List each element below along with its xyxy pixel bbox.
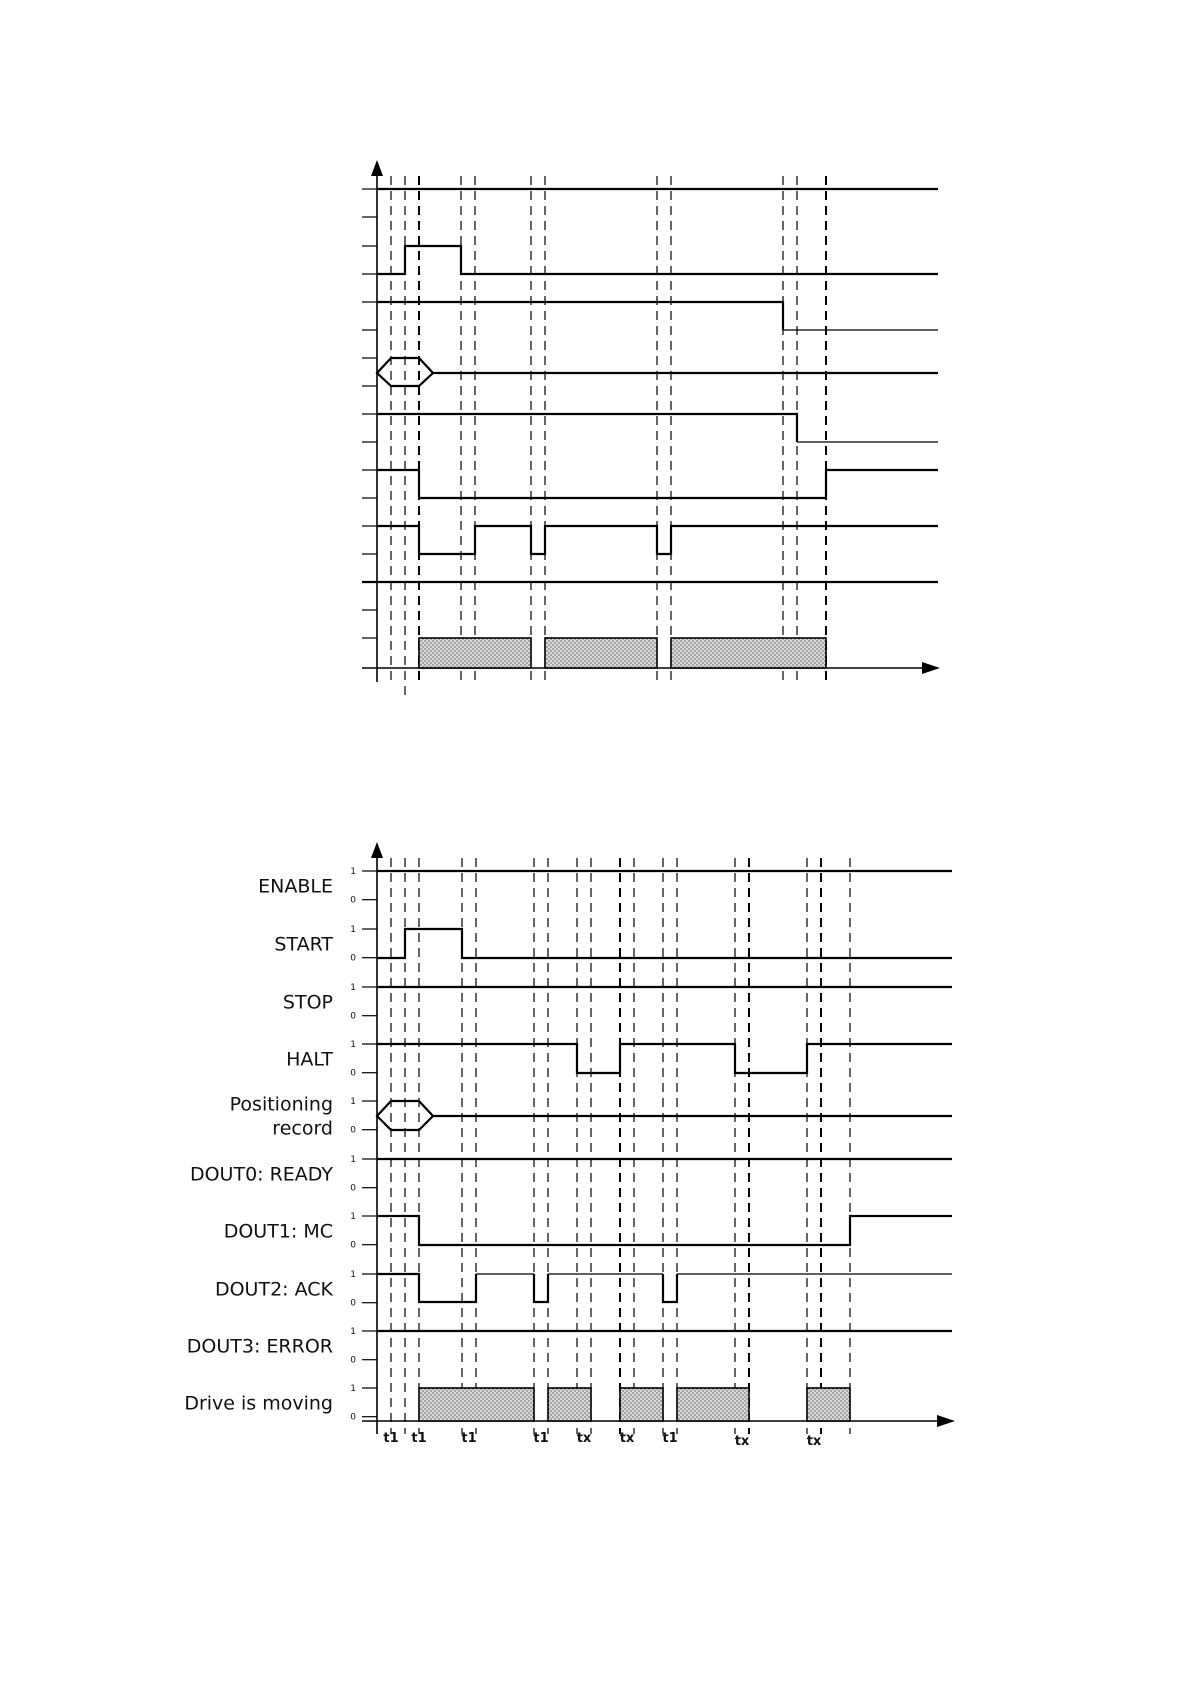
timing-diagram-1 — [362, 160, 940, 695]
time-label-t1: t1 — [411, 1431, 427, 1446]
diagram-1-y-axis-arrow — [371, 160, 383, 176]
level-low-dout1-mc: 0 — [350, 1240, 356, 1251]
signal-label-positioning-record: Positioning record — [229, 1093, 333, 1140]
time-label-t1: t1 — [461, 1431, 477, 1446]
time-label-tx: tx — [734, 1434, 750, 1449]
signal-label-halt: HALT — [286, 1048, 333, 1071]
signal-label-dout0-ready: DOUT0: READY — [189, 1163, 333, 1186]
time-label-tx: tx — [576, 1431, 592, 1446]
time-label-t1: t1 — [383, 1431, 399, 1446]
signal-label-dout1-mc: DOUT1: MC — [223, 1220, 333, 1243]
drive-is-moving-wave — [419, 1388, 850, 1421]
diagram-1-waveforms — [362, 189, 938, 668]
diagram-1-time-guides — [391, 176, 826, 695]
start-wave — [377, 929, 952, 958]
timing-diagram-2 — [184, 842, 955, 1449]
level-low-dout0-ready: 0 — [350, 1183, 356, 1194]
level-low-drive-is-moving: 0 — [350, 1412, 356, 1423]
level-high-start: 1 — [350, 925, 356, 935]
signal-label-dout2-ack: DOUT2: ACK — [214, 1278, 333, 1301]
signal-label-dout3-error: DOUT3: ERROR — [186, 1335, 333, 1358]
positioning-record-wave — [377, 1101, 952, 1130]
dout2-ack-wave-e — [663, 1274, 677, 1302]
level-high-enable: 1 — [350, 867, 356, 877]
diagram-1-x-axis-arrow — [922, 662, 940, 674]
level-high-positioning-record: 1 — [350, 1097, 356, 1107]
level-low-positioning-record: 0 — [350, 1125, 356, 1136]
dout2-ack-wave-c — [534, 1274, 548, 1302]
signal-label-stop: STOP — [282, 991, 333, 1014]
signal-label-drive-is-moving: Drive is moving — [184, 1392, 333, 1415]
halt-wave — [377, 1044, 952, 1073]
level-low-enable: 0 — [350, 895, 356, 906]
level-high-drive-is-moving: 1 — [350, 1384, 356, 1394]
level-high-dout2-ack: 1 — [350, 1270, 356, 1280]
level-low-stop: 0 — [350, 1011, 356, 1022]
level-high-halt: 1 — [350, 1040, 356, 1050]
diagram-2-level-markers — [350, 867, 377, 1423]
time-label-tx: tx — [806, 1434, 822, 1449]
level-low-dout3-error: 0 — [350, 1355, 356, 1366]
level-high-stop: 1 — [350, 983, 356, 993]
diagram-2-waveforms — [377, 871, 952, 1421]
diagram-2-signal-labels — [184, 875, 333, 1414]
dout1-mc-wave — [377, 1216, 952, 1245]
diagram-2-x-axis-arrow — [937, 1415, 955, 1427]
diagram-1-signal-5-wave — [377, 414, 797, 442]
level-high-dout3-error: 1 — [350, 1327, 356, 1337]
diagram-1-signal-9-moving — [419, 638, 826, 668]
level-low-start: 0 — [350, 953, 356, 964]
level-low-halt: 0 — [350, 1068, 356, 1079]
dout2-ack-wave-a — [377, 1274, 476, 1302]
time-label-t1: t1 — [662, 1431, 678, 1446]
time-label-tx: tx — [619, 1431, 635, 1446]
diagram-1-signal-3-wave — [377, 302, 783, 330]
diagram-1-level-ticks — [362, 189, 377, 638]
time-label-t1: t1 — [533, 1431, 549, 1446]
signal-label-start: START — [274, 933, 333, 956]
level-high-dout0-ready: 1 — [350, 1155, 356, 1165]
signal-label-enable: ENABLE — [258, 875, 333, 898]
level-low-dout2-ack: 0 — [350, 1298, 356, 1309]
diagram-2-time-guides — [391, 858, 850, 1434]
level-high-dout1-mc: 1 — [350, 1212, 356, 1222]
diagram-2-time-labels — [383, 1431, 822, 1449]
diagram-2-y-axis-arrow — [371, 842, 383, 858]
